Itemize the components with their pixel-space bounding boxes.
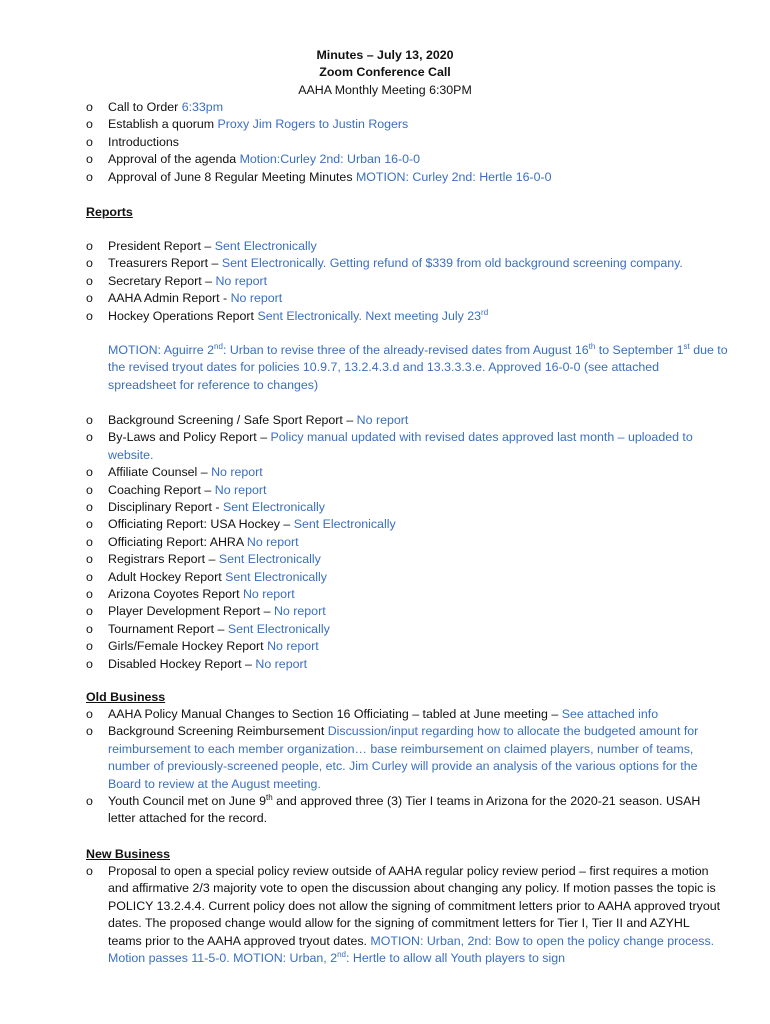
list-item: o By-Laws and Policy Report – Policy manual updated with revised dates approved last month – uploaded to website. <box>86 429 726 464</box>
old-business-heading: Old Business <box>86 690 166 704</box>
list-item: o Arizona Coyotes Report No report <box>86 586 726 603</box>
reports-list-a <box>86 238 726 325</box>
list-item: o AAHA Admin Report - No report <box>86 290 726 307</box>
list-item: o Approval of June 8 Regular Meeting Minutes MOTION: Curley 2nd: Hertle 16-0-0 <box>86 169 726 186</box>
list-item: o Call to Order 6:33pm <box>86 99 726 116</box>
list-item: o Affiliate Counsel – No report <box>86 464 726 481</box>
list-item: o Youth Council met on June 9th and approved three (3) Tier I teams in Arizona for the 2020-21 season. USAH letter attached for the record. <box>86 793 726 828</box>
list-item: o Player Development Report – No report <box>86 603 726 620</box>
list-item: o Registrars Report – Sent Electronically <box>86 551 726 568</box>
new-business-heading: New Business <box>86 847 171 861</box>
list-item: o Girls/Female Hockey Report No report <box>86 638 726 655</box>
document-header <box>0 47 770 99</box>
list-item: o Officiating Report: USA Hockey – Sent Electronically <box>86 516 726 533</box>
reports-list-b <box>86 412 726 673</box>
list-item: o Treasurers Report – Sent Electronically. Getting refund of $339 from old background screening company. <box>86 255 726 272</box>
new-business-list <box>86 863 726 967</box>
list-item: o Establish a quorum Proxy Jim Rogers to Justin Rogers <box>86 116 726 133</box>
list-item: o Adult Hockey Report Sent Electronically <box>86 569 726 586</box>
list-item: o Introductions <box>86 134 726 151</box>
list-item: o President Report – Sent Electronically <box>86 238 726 255</box>
old-business-list <box>86 706 726 828</box>
document-title: Minutes – July 13, 2020 <box>316 48 454 62</box>
motion-paragraph: MOTION: Aguirre 2nd: Urban to revise three of the already-revised dates from August 16th to September 1st due to the revised tryout dates for policies 10.9.7, 13.2.4.3.d and 13.3.3.3.e. Approved 16-0-0 (see attached spreadsheet for reference to changes) <box>108 342 728 392</box>
meeting-name: AAHA Monthly Meeting 6:30PM <box>298 82 472 97</box>
list-item: o Coaching Report – No report <box>86 482 726 499</box>
reports-heading: Reports <box>86 205 133 219</box>
list-item: o Secretary Report – No report <box>86 273 726 290</box>
list-item: o Tournament Report – Sent Electronically <box>86 621 726 638</box>
list-item: o Disciplinary Report - Sent Electronically <box>86 499 726 516</box>
list-item: o Proposal to open a special policy review outside of AAHA regular policy review period – first requires a motion and affirmative 2/3 majority vote to open the discussion about changing any policy. If motion passes the topic is POLICY 13.2.4.4. Current policy does not allow the signing of commitment letters prior to AAHA approved tryout dates. The proposed change would allow for the signing of commitment letters for Tier I, Tier II and AZYHL teams prior to the AAHA approved tryout dates. MOTION: Urban, 2nd: Bow to open the policy change process. Motion passes 11-5-0. MOTION: Urban, 2nd: Hertle to allow all Youth players to sign <box>86 863 726 967</box>
list-item: o Officiating Report: AHRA No report <box>86 534 726 551</box>
list-item: o Hockey Operations Report Sent Electronically. Next meeting July 23rd <box>86 308 726 325</box>
document-subtitle: Zoom Conference Call <box>319 65 451 80</box>
opening-list <box>86 99 726 186</box>
list-item: o Approval of the agenda Motion:Curley 2nd: Urban 16-0-0 <box>86 151 726 168</box>
list-item: o Background Screening / Safe Sport Report – No report <box>86 412 726 429</box>
list-item: o Disabled Hockey Report – No report <box>86 656 726 673</box>
list-item: o Background Screening Reimbursement Discussion/input regarding how to allocate the budgeted amount for reimbursement to each member organization… base reimbursement on claimed players, number of teams, number of previously-screened people, etc. Jim Curley will provide an analysis of the various options for the Board to review at the August meeting. <box>86 723 726 793</box>
list-item: o AAHA Policy Manual Changes to Section 16 Officiating – tabled at June meeting – See attached info <box>86 706 726 723</box>
